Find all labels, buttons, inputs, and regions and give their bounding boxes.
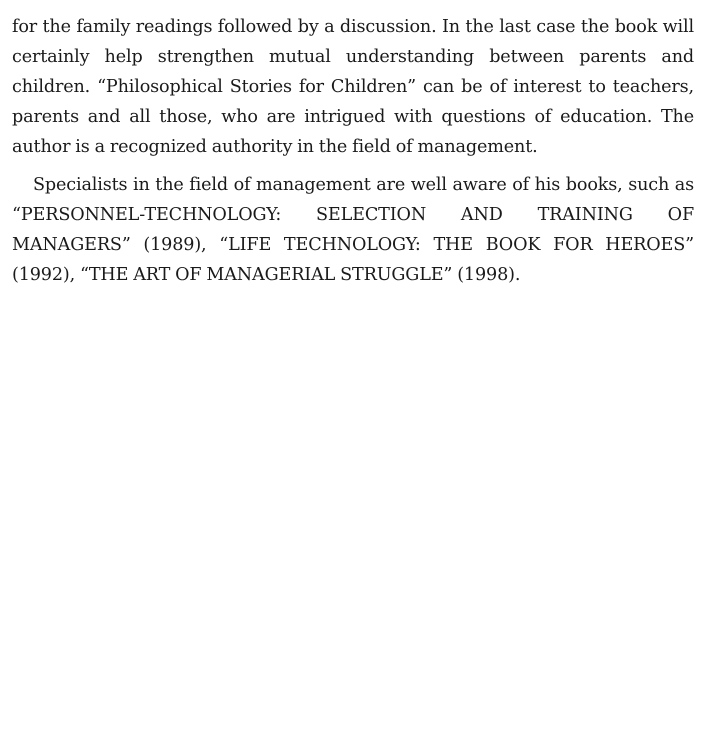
- paragraph-continuation: for the family readings followed by a discussion. In the last case the book will certainly help strengthen mutual understanding between parents and children. “Philosophical Stories for Children” can be of interest to teachers, parents and all those, who are intrigued with questions of education. The author is a recognized authority in the field of management.: [12, 17, 694, 157]
- paragraph-books: Specialists in the field of management are well aware of his books, such as “PERSONNEL-TECHNOLOGY: SELECTION AND TRAINING OF MANAGERS” (1989), “LIFE TECHNOLOGY: THE BOOK FOR HEROES” (1992), “THE ART OF MANAGERIAL STRUGGLE” (1998).: [12, 175, 694, 285]
- document-page: [12, 12, 694, 290]
